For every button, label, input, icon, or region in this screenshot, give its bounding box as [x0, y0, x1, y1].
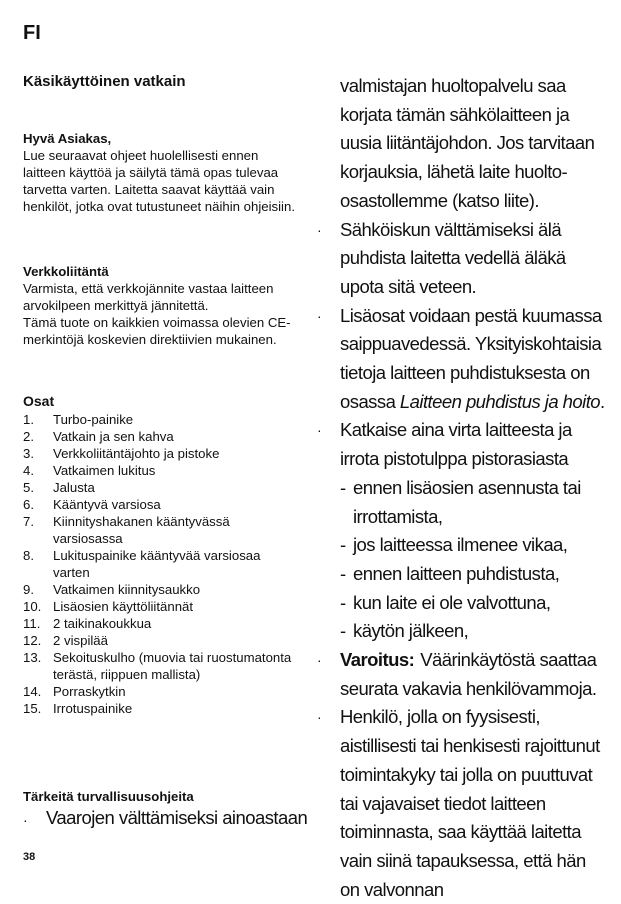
bullet-mark: · — [317, 307, 322, 324]
bullet-text — [340, 646, 607, 703]
sub-item-text: ennen laitteen puhdistusta, — [353, 562, 560, 584]
bullet-text: Sähköiskun välttämiseksi älä puhdista laitetta vedellä äläkä upota sitä veteen. — [340, 218, 566, 297]
list-item — [23, 615, 299, 632]
sub-item-text: ennen lisäosien asennusta tai irrottamista, — [353, 476, 581, 527]
bullet-3-end: . — [600, 390, 605, 412]
item-label: Jalusta — [53, 480, 95, 495]
list-item — [23, 428, 299, 445]
list-item — [23, 445, 299, 462]
bullet-text: Henkilö, jolla on fyysisesti, aistillisesti tai henkisesti rajoittunut toimintakyky tai jolla on puuttuvat tai vajavaiset tiedot laitteen toiminnasta, saa käyttää laitetta vain siinä tapauksessa, että hän on valvonnan — [340, 706, 600, 900]
bullet-text — [340, 302, 607, 417]
sub-item-text: kun laite ei ole valvottuna, — [353, 591, 551, 613]
safety-bullet-2 — [317, 216, 607, 302]
dash-mark: - — [340, 591, 346, 613]
item-number: 2. — [23, 429, 34, 444]
warning-label: Varoitus: — [340, 649, 415, 671]
bullet-mark: · — [317, 652, 322, 669]
safety-bullet-1 — [23, 806, 313, 835]
item-label: 2 vispilää — [53, 633, 108, 648]
network-text-2: Tämä tuote on kaikkien voimassa olevien CE-merkintöjä koskevien direktiivien mukainen. — [23, 315, 291, 347]
network-heading: Verkkoliitäntä — [23, 264, 109, 279]
parts-section — [23, 393, 299, 717]
item-number: 9. — [23, 582, 34, 597]
item-number: 12. — [23, 633, 42, 648]
list-item — [23, 462, 299, 479]
item-number: 13. — [23, 650, 42, 665]
item-label: Lukituspainike kääntyvää varsiosaa varten — [53, 548, 261, 580]
item-label: Vatkaimen kiinnitysaukko — [53, 582, 201, 597]
bullet-3-text: Lisäosat voidaan pestä kuumassa saippuavedessä. Yksityiskohtaisia tietoja laitteen puhdistuksesta on osassa — [340, 304, 602, 412]
intro-heading: Hyvä Asiakas, — [23, 131, 112, 146]
sub-item — [317, 617, 607, 646]
right-column — [317, 72, 607, 904]
bullet-mark: · — [317, 709, 322, 726]
sub-item — [317, 531, 607, 560]
item-label: Lisäosien käyttöliitännät — [53, 599, 194, 614]
list-item — [23, 479, 299, 496]
list-item — [23, 649, 299, 683]
list-item — [23, 513, 299, 547]
bullet-text: Vaarojen välttämiseksi ainoastaan — [46, 807, 308, 828]
list-item — [23, 496, 299, 513]
item-label: Porraskytkin — [53, 684, 126, 699]
page-number: 38 — [23, 851, 36, 863]
item-number: 3. — [23, 446, 34, 461]
network-text-1: Varmista, että verkkojännite vastaa laitteen arvokilpeen merkittyä jännitettä. — [23, 281, 274, 313]
page-title: Käsikäyttöinen vatkain — [23, 73, 186, 90]
dash-mark: - — [340, 534, 346, 556]
item-label: Sekoituskulho (muovia tai ruostumatonta terästä, riippuen mallista) — [53, 650, 292, 682]
safety-bullet-3 — [317, 302, 607, 417]
list-item — [23, 700, 299, 717]
intro-text: Lue seuraavat ohjeet huolellisesti ennen laitteen käyttöä ja säilytä tämä opas tulevaa tarvetta varten. Laitetta saavat käyttää vain henkilöt, jotka ovat tutustuneet näihin ohjeisiin. — [23, 148, 295, 214]
safety-bullet-5 — [317, 646, 607, 703]
item-number: 10. — [23, 599, 42, 614]
item-number: 14. — [23, 684, 42, 699]
sub-item — [317, 560, 607, 589]
bullet-mark: · — [23, 812, 28, 828]
intro-section — [23, 130, 299, 215]
item-number: 11. — [23, 616, 41, 631]
bullet-mark: · — [317, 221, 322, 238]
item-label: Irrotuspainike — [53, 701, 133, 716]
sub-item — [317, 589, 607, 618]
list-item — [23, 547, 299, 581]
list-item — [23, 581, 299, 598]
item-label: Kiinnityshakanen kääntyvässä varsiosassa — [53, 514, 230, 546]
dash-mark: - — [340, 476, 346, 498]
sub-item-text: käytön jälkeen, — [353, 620, 469, 642]
item-number: 4. — [23, 463, 34, 478]
item-number: 6. — [23, 497, 34, 512]
dash-mark: - — [340, 562, 346, 584]
item-number: 5. — [23, 480, 34, 495]
parts-heading: Osat — [23, 393, 55, 409]
cleaning-section-reference: Laitteen puhdistus ja hoito — [399, 390, 601, 412]
warning-text: Väärinkäytöstä saattaa seurata vakavia henkilövammoja. — [340, 649, 597, 699]
item-label: Vatkain ja sen kahva — [53, 429, 174, 444]
safety-heading: Tärkeitä turvallisuusohjeita — [23, 789, 194, 804]
list-item — [23, 683, 299, 700]
list-item — [23, 411, 299, 428]
bullet-1-continuation: valmistajan huoltopalvelu saa korjata tämän sähkölaitteen ja uusia liitäntäjohdon. Jos tarvitaan korjauksia, lähetä laite huolto-osastollemme (katso liite). — [340, 75, 595, 211]
network-section — [23, 263, 299, 348]
item-number: 1. — [23, 412, 34, 427]
item-label: Kääntyvä varsiosa — [53, 497, 161, 512]
safety-bullet-6 — [317, 703, 607, 904]
item-number: 15. — [23, 701, 42, 716]
parts-list — [23, 411, 299, 717]
language-code: FI — [23, 22, 41, 44]
dash-mark: - — [340, 620, 346, 642]
sub-item — [317, 474, 607, 531]
item-label: Turbo-painike — [53, 412, 134, 427]
list-item — [23, 598, 299, 615]
sub-item-text: jos laitteessa ilmenee vikaa, — [353, 534, 568, 556]
item-label: Vatkaimen lukitus — [53, 463, 156, 478]
item-label: Verkkoliitäntäjohto ja pistoke — [53, 446, 220, 461]
list-item — [23, 632, 299, 649]
safety-bullet-4 — [317, 416, 607, 473]
item-number: 8. — [23, 548, 34, 563]
bullet-text: Katkaise aina virta laitteesta ja irrota pistotulppa pistorasiasta — [340, 419, 572, 470]
item-label: 2 taikinakoukkua — [53, 616, 152, 631]
bullet-mark: · — [317, 422, 322, 439]
item-number: 7. — [23, 514, 34, 529]
